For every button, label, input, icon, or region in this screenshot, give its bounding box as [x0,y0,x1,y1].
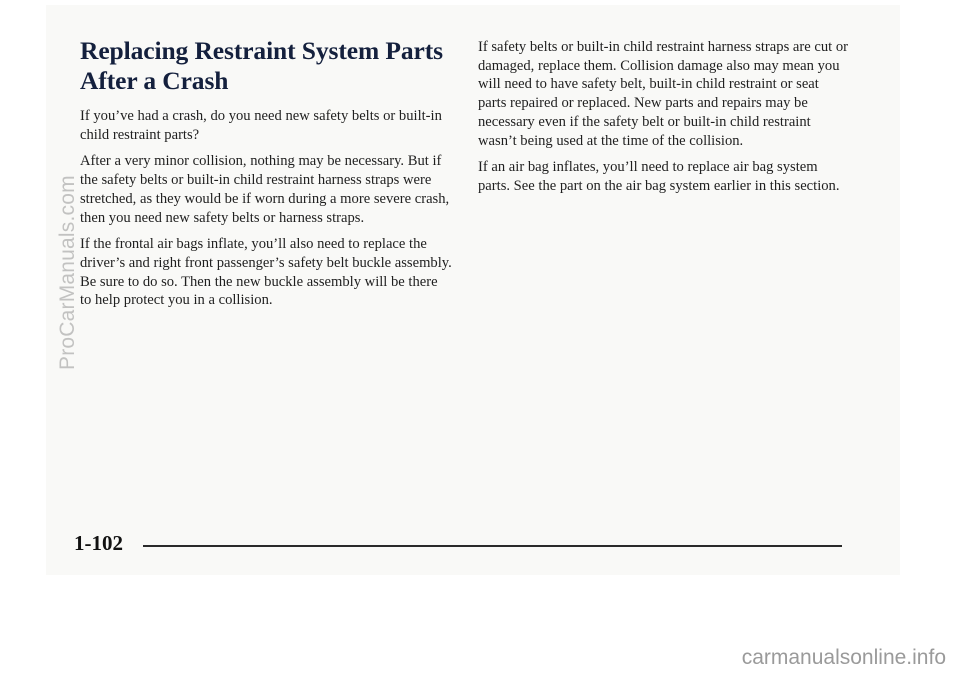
bottom-watermark: carmanualsonline.info [741,646,946,669]
paragraph-air-bag-buckle: If the frontal air bags inflate, you’ll also need to replace the driver’s and right front passenger’s safety belt buckle assembly. Be sure to do so. Then the new buckle assembly will be there to help protect you in a collision. [80,236,452,309]
paragraph-air-bag-inflates: If an air bag inflates, you’ll need to replace air bag system parts. See the part on the air bag system earlier in this section. [478,159,840,194]
section-heading: Replacing Restraint System Parts After a Crash [80,36,443,95]
paragraph-damaged-straps: If safety belts or built-in child restraint harness straps are cut or damaged, replace them. Collision damage also may mean you will need to have safety belt, built-in child restraint or seat parts repaired or replaced. New parts and repairs may be necessary even if the safety belt or built-in child restraint wasn’t being used at the time of the collision. [478,39,848,149]
right-column [478,38,850,204]
side-watermark: ProCarManuals.com [56,175,79,370]
paragraph-minor-collision: After a very minor collision, nothing may be necessary. But if the safety belts or built-in child restraint harness straps were stretched, as they would be if worn during a more severe crash, then you need new safety belts or harness straps. [80,153,450,226]
page-number: 1-102 [74,531,123,555]
paragraph-crash-question: If you’ve had a crash, do you need new safety belts or built-in child restraint parts? [80,108,442,143]
footer-rule [143,545,842,547]
left-column [80,36,452,318]
